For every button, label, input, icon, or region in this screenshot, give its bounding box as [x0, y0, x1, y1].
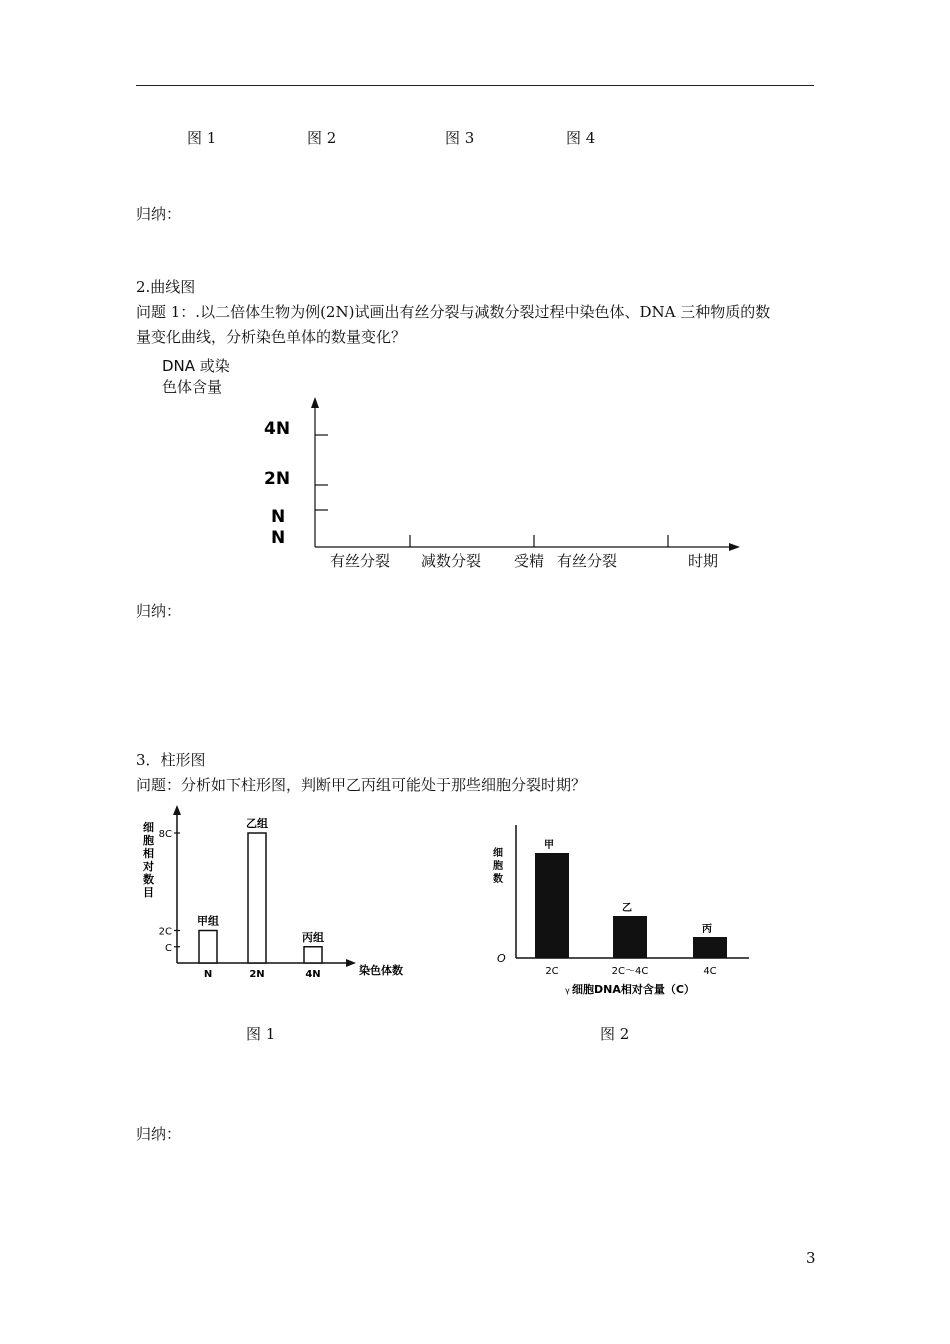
figure-label-2: 图 2	[307, 129, 337, 147]
chart1-y-tick-label: 2C	[158, 926, 172, 938]
chart1-bar	[199, 931, 217, 964]
chart2-y-label-char: 细	[493, 848, 503, 859]
chart2-bar-label: 乙	[622, 903, 632, 914]
chart1-y-label	[142, 820, 154, 899]
chart2-bar-label: 甲	[544, 840, 554, 851]
curve-x-label-meiosis: 减数分裂	[421, 552, 482, 570]
page-number: 3	[806, 1249, 816, 1267]
chart2-x-label: 细胞DNA相对含量（C）	[572, 983, 695, 996]
chart1-x-arrow	[346, 959, 356, 967]
chart2-y-label	[493, 846, 503, 885]
chart1-bar-label: 甲组	[197, 914, 219, 928]
chart1-y-label-char: 胞	[143, 834, 154, 847]
chart1-x-label: 染色体数	[359, 964, 403, 977]
figure-label-3: 图 3	[445, 129, 475, 147]
curve-ytick-label-n2: N	[271, 528, 286, 548]
chart1-bar	[304, 947, 322, 963]
chart2-x-tick-label: 2C	[545, 966, 559, 977]
chart2-bar	[613, 916, 647, 958]
chart1-y-label-char: 数	[143, 873, 154, 886]
section3-heading: 3．柱形图	[136, 751, 206, 769]
chart1-x-tick-label: 2N	[249, 969, 265, 980]
curve-ytick-label-n1: N	[271, 507, 286, 527]
chart1-y-label-char: 对	[143, 860, 154, 873]
section2-heading: 2.曲线图	[136, 278, 196, 296]
curve-y-label-line2: 色体含量	[162, 378, 223, 396]
chart1-x-tick-label: 4N	[305, 969, 321, 980]
section3-question: 问题：分析如下柱形图，判断甲乙丙组可能处于那些细胞分裂时期？	[136, 776, 587, 794]
summary-label-1: 归纳：	[136, 205, 182, 223]
chart2-y-label-char: 数	[493, 874, 503, 885]
curve-ytick-label-2n: 2N	[264, 469, 291, 489]
curve-y-label-line1: DNA 或染	[162, 357, 230, 375]
chart1-y-label-char: 细	[143, 821, 154, 834]
section2-question-line1: 问题 1：.以二倍体生物为例(2N)试画出有丝分裂与减数分裂过程中染色体、DNA 三种物质的数	[136, 303, 771, 321]
chart2-origin: O	[497, 952, 506, 965]
chart1-y-arrow	[173, 805, 181, 815]
bar-chart-2	[485, 815, 765, 1005]
chart2-bar	[535, 853, 569, 958]
chart2-bar-label: 丙	[702, 924, 712, 935]
bar-chart-1	[130, 795, 430, 985]
section2-question-line2: 量变化曲线，分析染色单体的数量变化？	[136, 328, 407, 346]
curve-ytick-label-4n: 4N	[264, 419, 291, 439]
chart2-x-tick-label: 4C	[703, 966, 717, 977]
curve-x-label-fertilization: 受精	[514, 552, 545, 570]
summary-label-3: 归纳：	[136, 1125, 182, 1143]
chart1-caption: 图 1	[246, 1025, 276, 1043]
chart1-y-label-char: 相	[143, 847, 154, 860]
chart2-caption: 图 2	[600, 1025, 630, 1043]
curve-x-arrow	[729, 543, 740, 551]
curve-y-arrow	[311, 397, 319, 408]
chart2-x-label-prefix: γ	[565, 986, 570, 995]
curve-x-label-mitosis-2: 有丝分裂	[557, 552, 618, 570]
chart1-y-label-char: 目	[143, 886, 154, 899]
figure-label-4: 图 4	[566, 129, 596, 147]
chart1-bar-label: 丙组	[302, 930, 324, 944]
chart2-bar	[693, 937, 727, 958]
chart1-y-tick-label: C	[165, 942, 172, 954]
chart1-y-tick-label: 8C	[158, 829, 172, 840]
chart2-x-tick-label: 2C～4C	[611, 966, 649, 977]
chart1-bar-label: 乙组	[246, 817, 268, 830]
chart1-x-tick-label: N	[203, 969, 213, 980]
figure-label-1: 图 1	[187, 129, 217, 147]
curve-axes	[0, 0, 950, 620]
chart2-y-label-char: 胞	[493, 861, 503, 872]
curve-x-label-mitosis-1: 有丝分裂	[330, 552, 391, 570]
chart1-bar	[248, 833, 266, 963]
curve-x-label-period: 时期	[688, 552, 719, 570]
summary-label-2: 归纳：	[136, 602, 182, 620]
